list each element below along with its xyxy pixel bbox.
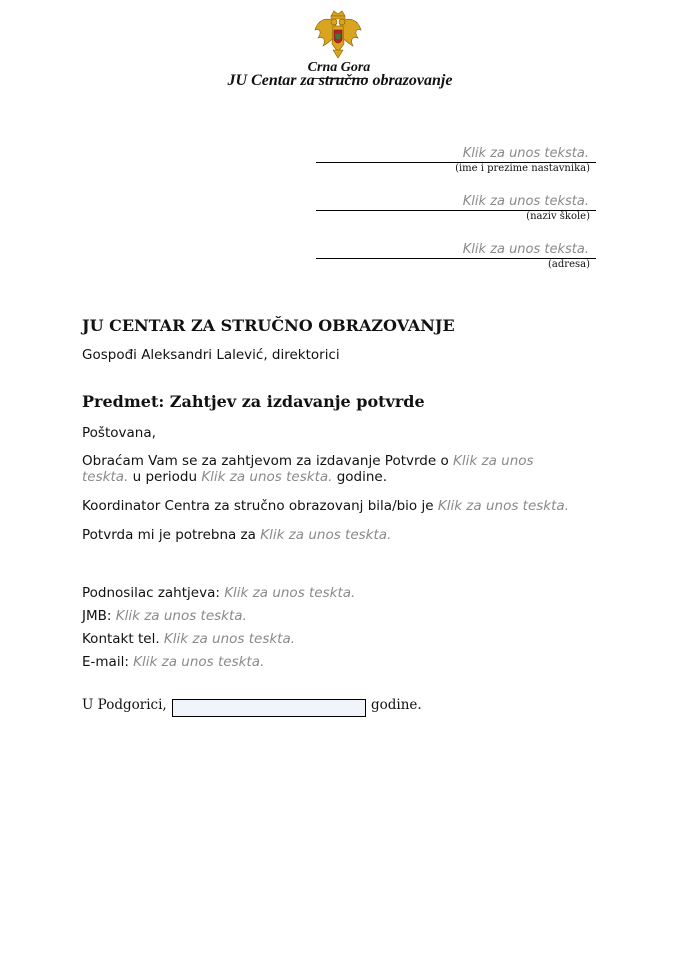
jmb-row bbox=[82, 608, 247, 624]
purpose-field[interactable]: Klik za unos teskta. bbox=[260, 527, 392, 543]
school-name-caption: (naziv škole) bbox=[526, 211, 590, 222]
coat-of-arms-icon bbox=[312, 8, 364, 60]
email-label: E-mail: bbox=[82, 654, 134, 670]
address-caption: (adresa) bbox=[548, 259, 590, 270]
header-institution: JU Centar za stručno obrazovanje bbox=[227, 72, 453, 89]
applicant-name-field[interactable]: Klik za unos teskta. bbox=[224, 585, 356, 601]
paragraph-certificate bbox=[82, 453, 534, 469]
address-field[interactable]: Klik za unos teksta. bbox=[462, 242, 589, 257]
purpose-text: Potvrda mi je potrebna za bbox=[82, 527, 261, 543]
school-name-field[interactable]: Klik za unos teksta. bbox=[462, 194, 589, 209]
applicant-name-row bbox=[82, 585, 355, 601]
closing-suffix: godine. bbox=[371, 697, 422, 713]
year-suffix-text: godine. bbox=[332, 469, 388, 485]
applicant-name-label: Podnosilac zahtjeva: bbox=[82, 585, 225, 601]
phone-field[interactable]: Klik za unos teskta. bbox=[163, 631, 296, 647]
closing-place: U Podgorici, bbox=[82, 697, 167, 713]
greeting: Poštovana, bbox=[82, 425, 156, 441]
jmb-field[interactable]: Klik za unos teskta. bbox=[115, 608, 247, 624]
certificate-type-field[interactable]: Klik za unos bbox=[453, 453, 534, 469]
recipient-person: Gospođi Aleksandri Lalević, direktorici bbox=[82, 347, 340, 363]
period-text: u periodu bbox=[128, 469, 202, 485]
teacher-name-caption: (ime i prezime nastavnika) bbox=[455, 163, 590, 174]
coordinator-field[interactable]: Klik za unos teskta. bbox=[437, 498, 569, 514]
period-field[interactable]: Klik za unos teskta. bbox=[201, 469, 333, 485]
paragraph-coordinator bbox=[82, 498, 569, 514]
recipient-organization: JU CENTAR ZA STRUČNO OBRAZOVANJE bbox=[82, 316, 455, 335]
email-field[interactable]: Klik za unos teskta. bbox=[133, 654, 265, 670]
teacher-name-field[interactable]: Klik za unos teksta. bbox=[462, 146, 589, 161]
certificate-type-field-cont[interactable]: teskta. bbox=[82, 469, 129, 485]
phone-label: Kontakt tel. bbox=[82, 631, 164, 647]
email-row bbox=[82, 654, 264, 670]
phone-row bbox=[82, 631, 295, 647]
paragraph-purpose bbox=[82, 527, 391, 543]
paragraph-certificate-line2 bbox=[82, 469, 387, 485]
paragraph-certificate-text: Obraćam Vam se za zahtjevom za izdavanje Potvrde o bbox=[82, 453, 454, 469]
jmb-label: JMB: bbox=[82, 608, 116, 624]
header-country: Crna Gora bbox=[307, 60, 371, 75]
date-input[interactable] bbox=[172, 699, 366, 717]
coordinator-text: Koordinator Centra za stručno obrazovanj bila/bio je bbox=[82, 498, 438, 514]
subject-heading: Predmet: Zahtjev za izdavanje potvrde bbox=[82, 392, 425, 411]
